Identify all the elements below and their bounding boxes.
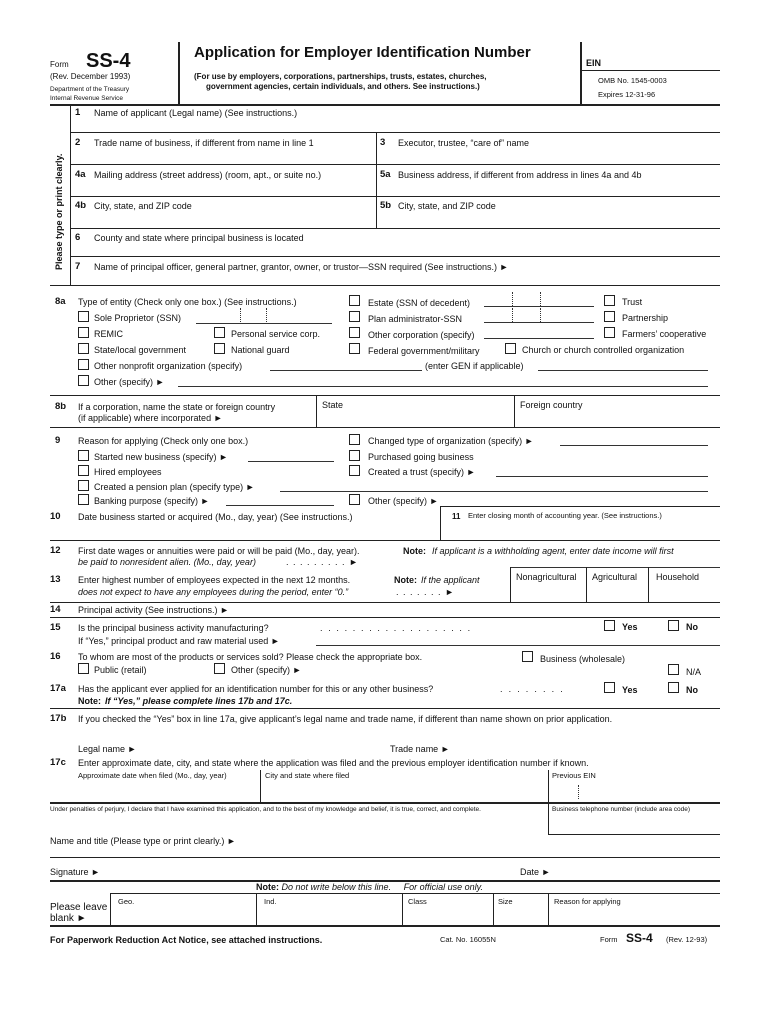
- other-reason-checkbox[interactable]: [349, 494, 360, 505]
- prior-application-no-checkbox[interactable]: [668, 682, 679, 693]
- line-3-number: 3: [380, 137, 386, 148]
- state-label: State: [322, 400, 344, 410]
- banking-purpose-checkbox[interactable]: [78, 494, 89, 505]
- national-guard-checkbox[interactable]: [214, 343, 225, 354]
- plan-administrator-label: Plan administrator-SSN: [368, 314, 463, 324]
- size-label: Size: [498, 897, 513, 906]
- omb-number: OMB No. 1545-0003: [598, 76, 667, 85]
- catalog-number: Cat. No. 16055N: [440, 935, 496, 944]
- line-17b-label: If you checked the “Yes” box in line 17a, give applicant’s legal name and trade name, if different than name shown on prior application.: [78, 714, 613, 724]
- line-17b-number: 17b: [50, 713, 67, 724]
- other-nonprofit-field[interactable]: [270, 370, 422, 371]
- legal-name-label: Legal name ►: [78, 744, 137, 754]
- line-14-number: 14: [50, 604, 61, 615]
- line-16-label: To whom are most of the products or services sold? Please check the appropriate box.: [78, 652, 423, 662]
- federal-government-checkbox[interactable]: [349, 343, 360, 354]
- other-reason-label: Other (specify) ►: [368, 496, 439, 506]
- line-17a-note: If “Yes,” please complete lines 17b and 17c.: [105, 696, 293, 706]
- other-corporation-checkbox[interactable]: [349, 327, 360, 338]
- line-17a-leader-dots: . . . . . . . .: [500, 684, 565, 694]
- line-13-note-line2: does not expect to have any employees during the period, enter “0.”: [78, 587, 349, 597]
- date-label: Date ►: [520, 867, 551, 877]
- form-word: Form: [50, 60, 69, 69]
- line-8a-number: 8a: [55, 296, 66, 307]
- line-5a-number: 5a: [380, 169, 391, 180]
- footer-form-word: Form: [600, 935, 618, 944]
- line-1-number: 1: [75, 107, 81, 118]
- line-2-label: Trade name of business, if different from name in line 1: [94, 138, 314, 148]
- line-17a-label: Has the applicant ever applied for an identification number for this or any other business?: [78, 684, 434, 694]
- line-17a-number: 17a: [50, 683, 66, 694]
- form-subtitle-line1: (For use by employers, corporations, partnerships, trusts, estates, churches,: [194, 72, 487, 81]
- created-trust-field[interactable]: [496, 476, 708, 477]
- line-3-label: Executor, trustee, “care of” name: [398, 138, 530, 148]
- manufacturing-no-label: No: [686, 622, 698, 632]
- foreign-country-label: Foreign country: [520, 400, 583, 410]
- line-12-note-label: Note:: [403, 546, 426, 556]
- line-6-label: County and state where principal business is located: [94, 233, 304, 243]
- public-retail-label: Public (retail): [94, 665, 147, 675]
- other-corporation-label: Other corporation (specify): [368, 330, 475, 340]
- business-wholesale-checkbox[interactable]: [522, 651, 533, 662]
- line-9-number: 9: [55, 435, 61, 446]
- official-use-note-text1: Do not write below this line.: [281, 882, 392, 892]
- prior-application-yes-label: Yes: [622, 685, 638, 695]
- created-trust-checkbox[interactable]: [349, 465, 360, 476]
- leave-blank-label-line1: Please leave: [50, 902, 108, 913]
- line-5b-number: 5b: [380, 200, 392, 211]
- remic-label: REMIC: [94, 329, 123, 339]
- phone-number-label: Business telephone number (include area code): [552, 806, 691, 813]
- gen-field[interactable]: [538, 370, 708, 371]
- line-15-label: Is the principal business activity manufacturing?: [78, 623, 269, 633]
- hired-employees-label: Hired employees: [94, 467, 162, 477]
- created-pension-plan-checkbox[interactable]: [78, 480, 89, 491]
- line-15-number: 15: [50, 622, 61, 633]
- leave-blank-label-line2: blank ►: [50, 913, 87, 924]
- side-instruction-label: Please type or print clearly.: [54, 153, 64, 270]
- line-1-label: Name of applicant (Legal name) (See instructions.): [94, 108, 298, 118]
- other-entity-field[interactable]: [178, 386, 708, 387]
- line-12-note-line2: be paid to nonresident alien. (Mo., day, year): [78, 557, 256, 567]
- other-nonprofit-checkbox[interactable]: [78, 359, 89, 370]
- line-5a-label: Business address, if different from address in lines 4a and 4b: [398, 170, 642, 180]
- line-9-label: Reason for applying (Check only one box.): [78, 436, 249, 446]
- line-5b-label: City, state, and ZIP code: [398, 201, 496, 211]
- trust-label: Trust: [622, 297, 643, 307]
- manufacturing-no-checkbox[interactable]: [668, 620, 679, 631]
- trade-name-label: Trade name ►: [390, 744, 450, 754]
- line-17c-number: 17c: [50, 757, 66, 768]
- changed-organization-field[interactable]: [560, 445, 708, 446]
- ind-label: Ind.: [264, 897, 277, 906]
- department-name: Department of the Treasury: [50, 86, 130, 93]
- line-13-note-line1: If the applicant: [421, 575, 480, 585]
- personal-service-corp-checkbox[interactable]: [214, 327, 225, 338]
- footer-revision: (Rev. 12-93): [666, 935, 708, 944]
- created-trust-label: Created a trust (specify) ►: [368, 467, 476, 477]
- purchased-business-label: Purchased going business: [368, 452, 474, 462]
- product-material-field[interactable]: [316, 645, 720, 646]
- line-11-label: Enter closing month of accounting year. (See instructions.): [468, 511, 662, 520]
- line-15-leader-dots: . . . . . . . . . . . . . . . . . . .: [320, 623, 472, 633]
- line-13-leader-dots: . . . . . . . ►: [396, 587, 455, 597]
- trust-checkbox[interactable]: [604, 295, 615, 306]
- line-15-followup-label: If “Yes,” principal product and raw material used ►: [78, 636, 280, 646]
- prior-application-no-label: No: [686, 685, 698, 695]
- federal-government-label: Federal government/military: [368, 346, 480, 356]
- changed-organization-checkbox[interactable]: [349, 434, 360, 445]
- line-4b-number: 4b: [75, 200, 87, 211]
- started-new-business-label: Started new business (specify) ►: [94, 452, 228, 462]
- line-13-note-label: Note:: [394, 575, 417, 585]
- started-new-business-checkbox[interactable]: [78, 450, 89, 461]
- revision-date: (Rev. December 1993): [50, 72, 131, 81]
- line-4a-number: 4a: [75, 169, 86, 180]
- line-12-leader-dots: . . . . . . . . . ►: [286, 557, 359, 567]
- manufacturing-yes-label: Yes: [622, 622, 638, 632]
- purchased-business-checkbox[interactable]: [349, 450, 360, 461]
- line-13-number: 13: [50, 574, 61, 585]
- partnership-checkbox[interactable]: [604, 311, 615, 322]
- banking-purpose-label: Banking purpose (specify) ►: [94, 496, 210, 506]
- line-12-note-line1: If applicant is a withholding agent, enter date income will first: [432, 546, 674, 556]
- estate-checkbox[interactable]: [349, 295, 360, 306]
- national-guard-label: National guard: [231, 345, 290, 355]
- other-entity-checkbox[interactable]: [78, 375, 89, 386]
- line-17c-label: Enter approximate date, city, and state where the application was filed and the previous employer identification number if known.: [78, 758, 589, 768]
- approximate-date-label: Approximate date when filed (Mo., day, year): [78, 771, 227, 780]
- created-pension-plan-label: Created a pension plan (specify type) ►: [94, 482, 255, 492]
- church-checkbox[interactable]: [505, 343, 516, 354]
- changed-organization-label: Changed type of organization (specify) ►: [368, 436, 534, 446]
- line-12-number: 12: [50, 545, 61, 556]
- name-title-label: Name and title (Please type or print clearly.) ►: [50, 836, 236, 846]
- first-wages-date-field[interactable]: [510, 567, 720, 568]
- line-2-number: 2: [75, 137, 81, 148]
- state-local-government-label: State/local government: [94, 345, 187, 355]
- line-8b-label-line1: If a corporation, name the state or foreign country: [78, 402, 276, 412]
- reason-label: Reason for applying: [554, 897, 621, 906]
- official-use-note-text2: For official use only.: [403, 882, 483, 892]
- remic-checkbox[interactable]: [78, 327, 89, 338]
- sole-proprietor-label: Sole Proprietor (SSN): [94, 313, 182, 323]
- line-14-label: Principal activity (See instructions.) ►: [78, 605, 229, 615]
- signature-label: Signature ►: [50, 867, 100, 877]
- line-8b-number: 8b: [55, 401, 67, 412]
- form-subtitle-line2: government agencies, certain individuals, and others. See instructions.): [206, 82, 480, 91]
- hired-employees-checkbox[interactable]: [78, 465, 89, 476]
- line-7-label: Name of principal officer, general partner, grantor, owner, or trustor—SSN required (See instructions.) ►: [94, 262, 509, 272]
- line-8b-label-line2: (if applicable) where incorporated ►: [78, 413, 223, 423]
- paperwork-notice: For Paperwork Reduction Act Notice, see attached instructions.: [50, 935, 323, 945]
- personal-service-corp-label: Personal service corp.: [231, 329, 321, 339]
- na-label: N/A: [686, 667, 702, 677]
- sole-proprietor-checkbox[interactable]: [78, 311, 89, 322]
- public-retail-checkbox[interactable]: [78, 663, 89, 674]
- other-sold-to-label: Other (specify) ►: [231, 665, 302, 675]
- agricultural-label: Agricultural: [592, 572, 638, 582]
- agency-name: Internal Revenue Service: [50, 95, 123, 102]
- partnership-label: Partnership: [622, 313, 669, 323]
- other-nonprofit-label: Other nonprofit organization (specify): [94, 361, 243, 371]
- state-local-government-checkbox[interactable]: [78, 343, 89, 354]
- plan-administrator-checkbox[interactable]: [349, 311, 360, 322]
- line-16-number: 16: [50, 651, 61, 662]
- line-4a-label: Mailing address (street address) (room, apt., or suite no.): [94, 170, 322, 180]
- official-use-note-label: Note:: [256, 882, 279, 892]
- nonagricultural-label: Nonagricultural: [516, 572, 577, 582]
- other-sold-to-checkbox[interactable]: [214, 663, 225, 674]
- line-12-label: First date wages or annuities were paid or will be paid (Mo., day, year).: [78, 546, 360, 556]
- prior-application-yes-checkbox[interactable]: [604, 682, 615, 693]
- na-checkbox[interactable]: [668, 664, 679, 675]
- geo-label: Geo.: [118, 897, 135, 906]
- city-state-filed-label: City and state where filed: [265, 771, 350, 780]
- business-wholesale-label: Business (wholesale): [540, 654, 626, 664]
- farmers-cooperative-label: Farmers’ cooperative: [622, 329, 707, 339]
- estate-label: Estate (SSN of decedent): [368, 298, 471, 308]
- line-13-label: Enter highest number of employees expected in the next 12 months.: [78, 575, 351, 585]
- line-11-number: 11: [452, 512, 461, 521]
- farmers-cooperative-checkbox[interactable]: [604, 327, 615, 338]
- line-17a-note-label: Note:: [78, 696, 101, 706]
- class-label: Class: [408, 897, 427, 906]
- started-new-business-field[interactable]: [248, 461, 334, 462]
- expiration-date: Expires 12-31-96: [598, 90, 656, 99]
- ein-label: EIN: [586, 58, 602, 68]
- household-label: Household: [656, 572, 700, 582]
- footer-form-number: SS-4: [626, 931, 653, 945]
- pension-plan-field[interactable]: [280, 491, 708, 492]
- church-label: Church or church controlled organization: [522, 345, 685, 355]
- line-8a-label: Type of entity (Check only one box.) (See instructions.): [78, 297, 297, 307]
- manufacturing-yes-checkbox[interactable]: [604, 620, 615, 631]
- enter-gen-label: (enter GEN if applicable): [425, 361, 524, 371]
- previous-ein-label: Previous EIN: [552, 771, 596, 780]
- line-4b-label: City, state, and ZIP code: [94, 201, 192, 211]
- form-title: Application for Employer Identification Number: [194, 44, 531, 61]
- line-6-number: 6: [75, 232, 81, 243]
- form-number: SS-4: [86, 50, 131, 72]
- line-7-number: 7: [75, 261, 81, 272]
- line-10-number: 10: [50, 511, 61, 522]
- perjury-statement: Under penalties of perjury, I declare that I have examined this application, and to the best of my knowledge and belief, it is true, correct, and complete.: [50, 806, 481, 813]
- banking-purpose-field[interactable]: [226, 505, 334, 506]
- line-10-label: Date business started or acquired (Mo., day, year) (See instructions.): [78, 512, 353, 522]
- official-use-note: [256, 882, 483, 892]
- other-entity-label: Other (specify) ►: [94, 377, 165, 387]
